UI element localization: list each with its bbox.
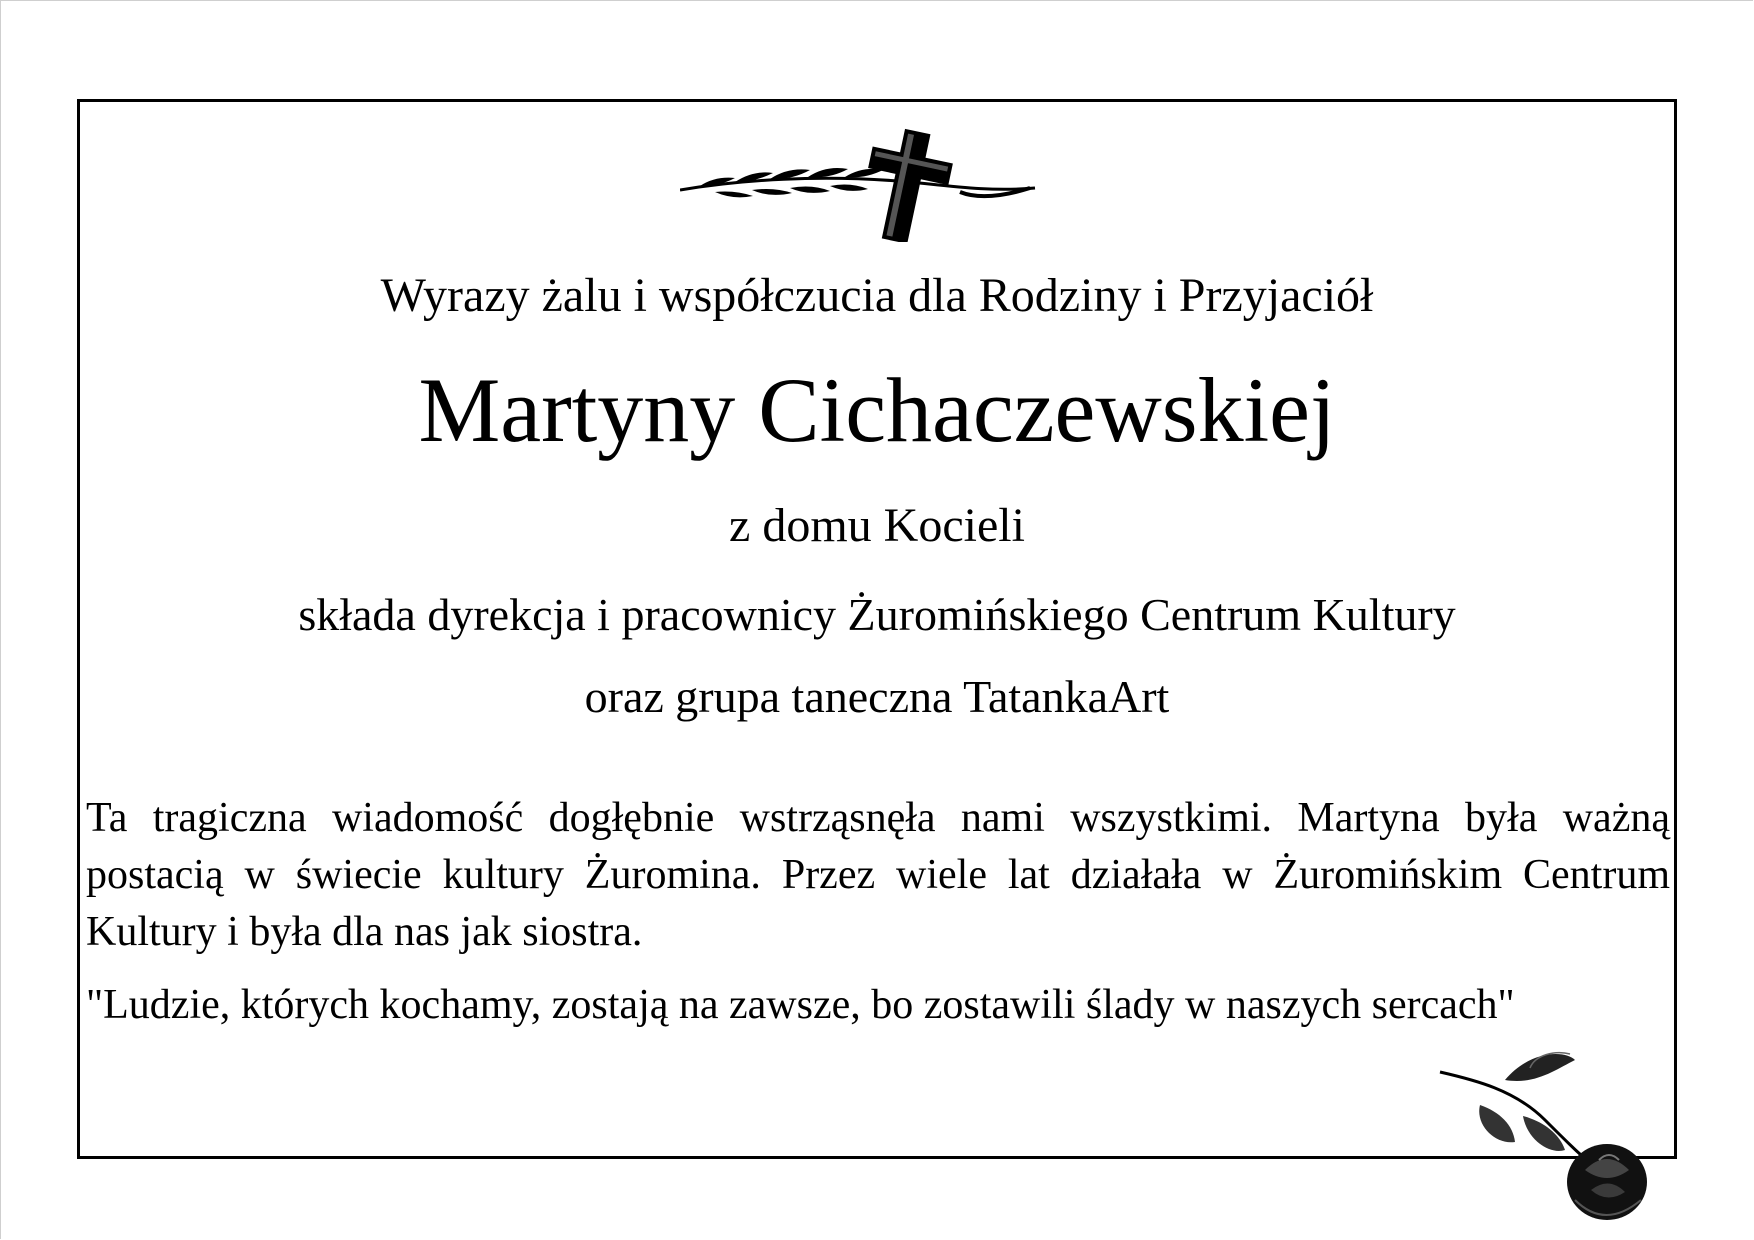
quote: "Ludzie, których kochamy, zostają na zawsze, bo zostawili ślady w naszych sercach" (86, 982, 1515, 1028)
deceased-name: Martyny Cichaczewskiej (418, 359, 1336, 461)
group-line: oraz grupa taneczna TatankaArt (584, 671, 1170, 722)
condolence-subtitle: Wyrazy żalu i współczucia dla Rodziny i Przyjaciół (380, 269, 1374, 322)
maiden-name: z domu Kocieli (729, 499, 1025, 552)
cross-with-palm-icon (680, 122, 1040, 242)
body-paragraph: Ta tragiczna wiadomość dogłębnie wstrząsnęła nami wszystkimi. Martyna była ważną postacią w świecie kultury Żuromina. Przez wiele lat działała w Żuromińskim Centrum Kultury i była dla nas jak siostra. (86, 795, 1670, 955)
black-rose-icon (1435, 1050, 1655, 1230)
senders-line: składa dyrekcja i pracownicy Żuromińskiego Centrum Kultury (298, 589, 1456, 640)
